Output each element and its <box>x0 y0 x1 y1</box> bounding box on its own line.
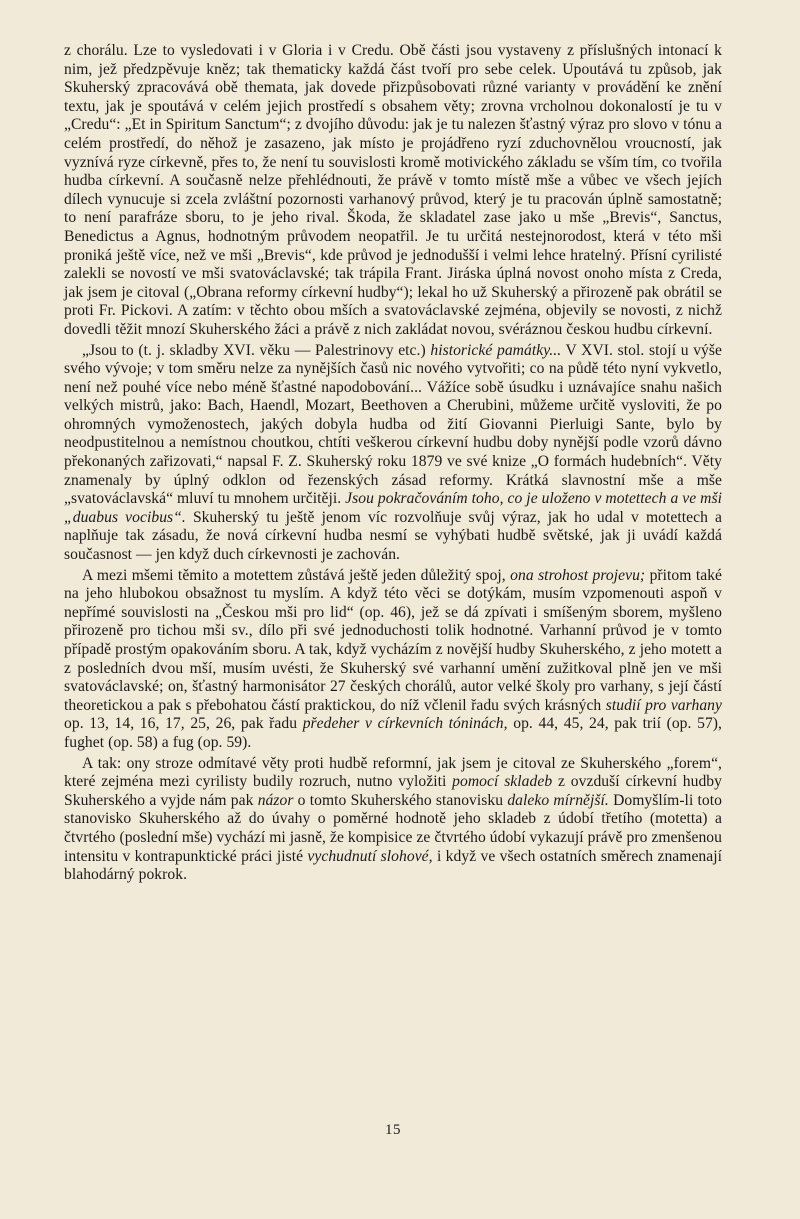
emphasized-text: ona strohost projevu; <box>510 566 646 584</box>
emphasized-text: vychudnutí slohové, <box>307 847 433 865</box>
text-run: A mezi mšemi těmito a motettem zůstává ještě jeden důležitý spoj, <box>82 566 511 584</box>
text-run: op. 44, 45, 24, pak trií (op. 57), fughet (op. 58) a fug (op. 59). <box>64 715 722 751</box>
text-run: Skuherský tu ještě jenom víc rozvolňuje svůj výraz, jak ho udal v motettech a naplňuje tak zásadu, že nová církevní hudba nesmí se vyhýbati hudbě světské, jak ji uvádí každá současnost — jen když duch církevnosti je zachován. <box>64 508 722 564</box>
page-text <box>64 42 722 885</box>
paragraph-4 <box>64 755 722 885</box>
page-number: 15 <box>385 1122 401 1138</box>
paragraph-2 <box>64 342 722 565</box>
emphasized-text: pomocí skladeb <box>452 773 553 791</box>
text-run: z chorálu. Lze to vysledovati i v Gloria i v Credu. Obě části jsou vystaveny z příslušných intonací k nim, jež předzpěvuje kněz; tak thematicky každá část tvoří pro sebe celek. Upoutává tu způsob, jak Skuherský zpracovává obě themata, jak dovede přizpůsobovati různé varianty v provádění ke znění textu, jak je spoutává v celém jejich prostředí s obsahem věty; zrovna vrcholnou dokonalostí je tu v „Credu“: „Et in Spiritum Sanctum“; z dvojího důvodu: jak je tu nalezen šťastný výraz pro slovo v tónu a celém prostředí, do něhož je zasazeno, jak místo je projádřeno ryzí zduchovnělou vroucností, jak vyznívá ryze církevně, přes to, že není tu souvislosti kromě motivického základu se vším tím, co tvořila hudba církevní. A současně nelze přehlédnouti, že právě v tomto místě mše a vůbec ve všech jejích dílech vynucuje si zcela zvláštní pozornosti varhanový průvod, který je tu pracován úplně samostatně; to není parafráze sboru, to je jeho rival. Škoda, že skladatel zase jako u mše „Brevis“, Sanctus, Benedictus a Agnus, hodnotným průvodem neopatřil. Je tu určitá nestejnorodost, která v této mši proniká ještě více, než ve mši „Brevis“, kde průvod je jednodušší i velmi lehce hratelný. Přísní cyrilisté zalekli se novostí ve mši svatováclavské; tak trápila Frant. Jiráska úplná novost onoho místa z Creda, jak jsem je citoval („Obrana reformy církevní hudby“); lekal ho už Skuherský a přirozeně pak obrátil se proti Fr. Pickovi. A zatím: v těchto obou mších a svatováclavské zejména, objevily se novosti, z nichž dovedli těžit mnozí Skuherského žáci a právě z nich zakládat novou, svéráznou českou hudbu církevní. <box>64 42 722 338</box>
emphasized-text: předeher v církevních tóninách, <box>302 715 508 733</box>
text-run: i když ve všech ostatních směrech znamenají blahodárný pokrok. <box>64 847 722 884</box>
text-run: A tak: ony stroze odmítavé věty proti hudbě reformní, jak jsem je citoval ze Skuherského „forem“, které zejména mezi cyrilisty budily rozruch, nutno vyložiti <box>64 754 722 791</box>
text-run: o tomto Skuherského stanovisku <box>293 791 508 809</box>
paragraph-1 <box>64 42 722 340</box>
text-run: op. 13, 14, 16, 17, 25, 26, pak řadu <box>64 715 303 733</box>
emphasized-text: historické památky... <box>430 341 562 359</box>
emphasized-text: studií pro varhany <box>605 696 722 714</box>
paragraph-3 <box>64 567 722 753</box>
text-run: „Jsou to (t. j. skladby XVI. věku — Palestrinovy etc.) <box>82 341 431 359</box>
emphasized-text: názor <box>257 791 294 809</box>
text-run: přitom také na jeho hlubokou obsažnost tu myslím. A když této věci se dotýkám, musím vzpomenouti aspoň v nepřímé souvislosti na „Českou mši pro lid“ (op. 46), jež se dá zpívati i smíšeným sborem, myšleno přirozeně pro tichou mši sv., dílo při své jednoduchosti tolik hodnotné. Varhanní průvod je v tomto případě prostým opakováním sboru. A tak, když vycházím z novější hudby Skuherského, z jeho motett a z posledních dvou mší, musím uvésti, že Skuherský své varhanní umění zužitkoval plně jen ve mši svatováclavské; on, šťastný harmonisátor 27 českých chorálů, autor velké školy pro varhany, s její částí theoretickou a pak s přebohatou částí praktickou, do níž včlenil řadu svých krásných <box>64 566 723 714</box>
text-run: Domyšlím-li toto stanovisko Skuherského až do úvahy o poměrné hodnotě jeho skladeb z údobí třetího (motetta) a čtvrtého (poslední mše) vychází mi jasně, že kompisice ze čtvrtého údobí vykazují právě pro zmenšenou intensitu v kontrapunktické práci jisté <box>64 791 722 865</box>
text-run: V XVI. stol. stojí u výše svého vývoje; v tom směru nelze za nynějších časů nic nového vytvořiti; co na půdě této nyní vykvetlo, není než pouhé více nebo méně šťastné napodobování... Vážíce sobě úsudku i uznávajíce snahu našich velkých mistrů, jako: Bach, Haendl, Mozart, Beethoven a Cherubini, můžeme určitě vysloviti, že po ohromných vymoženostech, jakých dobyla hudba od žití Giovanni Pierluigi Sante, bylo by neodpustitelnou a nemístnou choutkou, chtíti veškerou církevní hudbu doby nynější podle vzorů dávno překonaných zařizovati,“ napsal F. Z. Skuherský roku 1879 ve své knize „O formách hudebních“. Věty znamenaly by úplný odklon od řezenských zásad reformy. Krátká slavnostní mše a mše „svatováclavská“ mluví tu mnohem určitěji. <box>64 341 722 508</box>
emphasized-text: Jsou pokračováním toho, co je uloženo v motettech a ve mši „duabus vocibus“. <box>64 490 722 526</box>
emphasized-text: daleko mírnější. <box>507 791 609 809</box>
text-run: z ovzduší církevní hudby Skuherského a vyjde nám pak <box>64 773 722 809</box>
